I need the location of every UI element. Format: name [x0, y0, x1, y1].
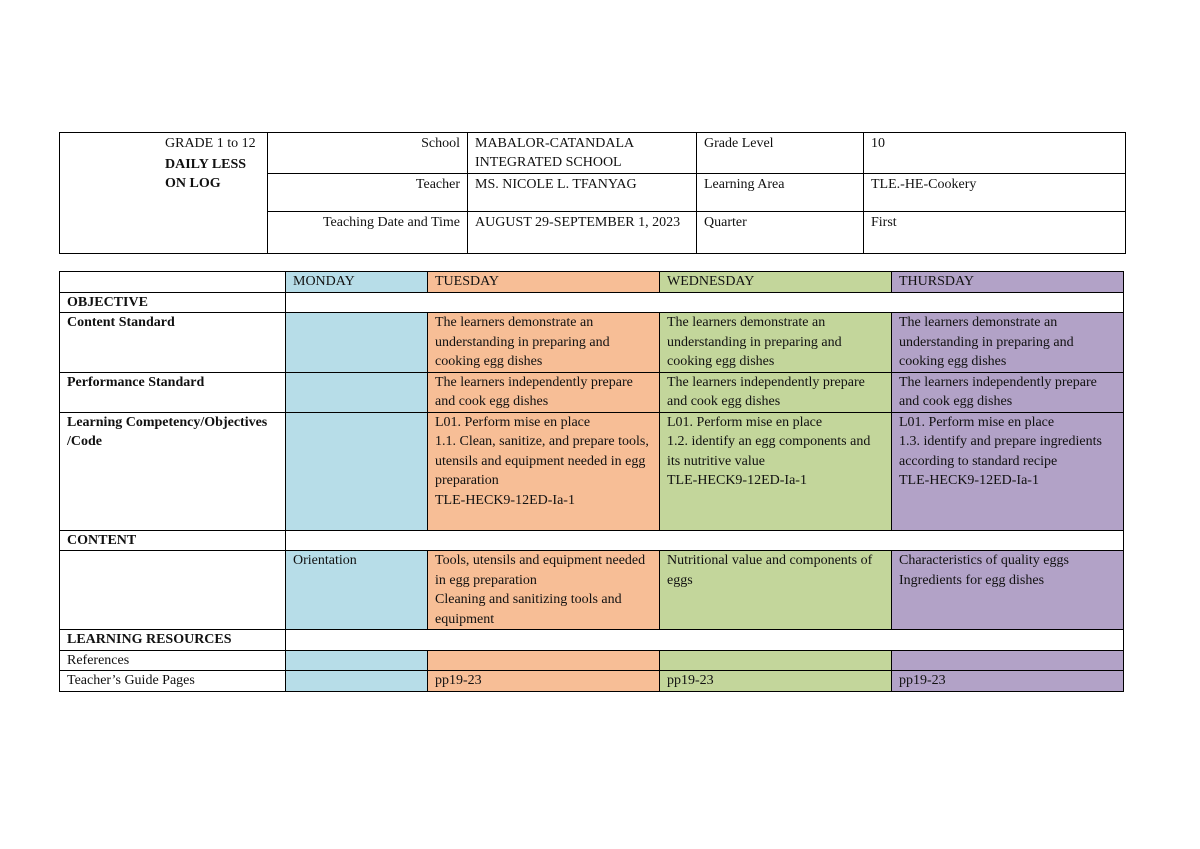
day-header-tuesday: TUESDAY — [428, 272, 660, 293]
competency-thursday — [892, 412, 1124, 530]
guide-wednesday: pp19-23 — [660, 671, 892, 692]
content-thursday-line2: Ingredients for egg dishes — [899, 572, 1045, 588]
quarter-value: First — [864, 212, 1126, 254]
references-thursday — [892, 650, 1124, 671]
header-table — [59, 132, 1126, 254]
competency-wednesday-code: TLE-HECK9-12ED-Ia-1 — [667, 473, 807, 488]
content-standard-tuesday: The learners demonstrate an understanding in preparing and cooking egg dishes — [428, 313, 660, 373]
content-tuesday — [428, 551, 660, 630]
content-thursday — [892, 551, 1124, 630]
competency-wednesday-line2: 1.2. identify an egg components and its nutritive value — [667, 434, 871, 469]
date-value: AUGUST 29-SEPTEMBER 1, 2023 — [468, 212, 697, 254]
content-standard-label: Content Standard — [60, 313, 286, 373]
lesson-plan-table — [59, 271, 1124, 692]
teacher-value: MS. NICOLE L. TFANYAG — [468, 174, 697, 212]
guide-label: Teacher’s Guide Pages — [60, 671, 286, 692]
learning-area-value: TLE.-HE-Cookery — [864, 174, 1126, 212]
content-wednesday: Nutritional value and components of eggs — [660, 551, 892, 630]
grade-level-value: 10 — [864, 133, 1126, 174]
competency-tuesday-code: TLE-HECK9-12ED-Ia-1 — [435, 492, 575, 508]
performance-standard-label: Performance Standard — [60, 372, 286, 412]
content-standard-thursday: The learners demonstrate an understanding in preparing and cooking egg dishes — [892, 313, 1124, 373]
resources-heading: LEARNING RESOURCES — [60, 630, 286, 651]
resources-spacer — [286, 630, 1124, 651]
school-value: MABALOR-CATANDALA INTEGRATED SCHOOL — [468, 133, 697, 174]
competency-label: Learning Competency/Objectives /Code — [60, 412, 286, 530]
content-heading: CONTENT — [60, 530, 286, 551]
school-label: School — [268, 133, 468, 174]
competency-tuesday — [428, 412, 660, 530]
day-header-thursday: THURSDAY — [892, 272, 1124, 293]
corner-cell — [60, 272, 286, 293]
competency-thursday-code: TLE-HECK9-12ED-Ia-1 — [899, 473, 1039, 488]
content-tuesday-line2: Cleaning and sanitizing tools and equipment — [435, 592, 622, 627]
day-header-monday: MONDAY — [286, 272, 428, 293]
competency-tuesday-line2: 1.1. Clean, sanitize, and prepare tools, utensils and equipment needed in egg preparation — [435, 434, 649, 488]
competency-thursday-line2: 1.3. identify and prepare ingredients according to standard recipe — [899, 434, 1102, 469]
competency-thursday-line1: L01. Perform mise en place — [899, 414, 1055, 430]
content-standard-monday — [286, 313, 428, 373]
competency-tuesday-line1: L01. Perform mise en place — [435, 414, 591, 430]
title-dll: DAILY LESS ON LOG — [165, 157, 247, 191]
performance-standard-monday — [286, 372, 428, 412]
content-label-empty — [60, 551, 286, 630]
objective-heading: OBJECTIVE — [60, 292, 286, 313]
learning-area-label: Learning Area — [697, 174, 864, 212]
competency-wednesday-line1: L01. Perform mise en place — [667, 414, 823, 430]
references-wednesday — [660, 650, 892, 671]
performance-standard-tuesday: The learners independently prepare and cook egg dishes — [428, 372, 660, 412]
content-monday: Orientation — [286, 551, 428, 630]
competency-wednesday — [660, 412, 892, 530]
content-spacer — [286, 530, 1124, 551]
content-thursday-line1: Characteristics of quality eggs — [899, 553, 1069, 568]
grade-level-label: Grade Level — [697, 133, 864, 174]
quarter-label: Quarter — [697, 212, 864, 254]
references-monday — [286, 650, 428, 671]
dll-title — [60, 133, 268, 254]
objective-spacer — [286, 292, 1124, 313]
content-standard-wednesday: The learners demonstrate an understanding in preparing and cooking egg dishes — [660, 313, 892, 373]
guide-monday — [286, 671, 428, 692]
competency-monday — [286, 412, 428, 530]
references-tuesday — [428, 650, 660, 671]
references-label: References — [60, 650, 286, 671]
performance-standard-wednesday: The learners independently prepare and cook egg dishes — [660, 372, 892, 412]
title-grade: GRADE 1 to 12 — [165, 136, 256, 151]
day-header-wednesday: WEDNESDAY — [660, 272, 892, 293]
date-label: Teaching Date and Time — [268, 212, 468, 254]
guide-thursday: pp19-23 — [892, 671, 1124, 692]
teacher-label: Teacher — [268, 174, 468, 212]
performance-standard-thursday: The learners independently prepare and cook egg dishes — [892, 372, 1124, 412]
content-tuesday-line1: Tools, utensils and equipment needed in egg preparation — [435, 553, 646, 588]
guide-tuesday: pp19-23 — [428, 671, 660, 692]
